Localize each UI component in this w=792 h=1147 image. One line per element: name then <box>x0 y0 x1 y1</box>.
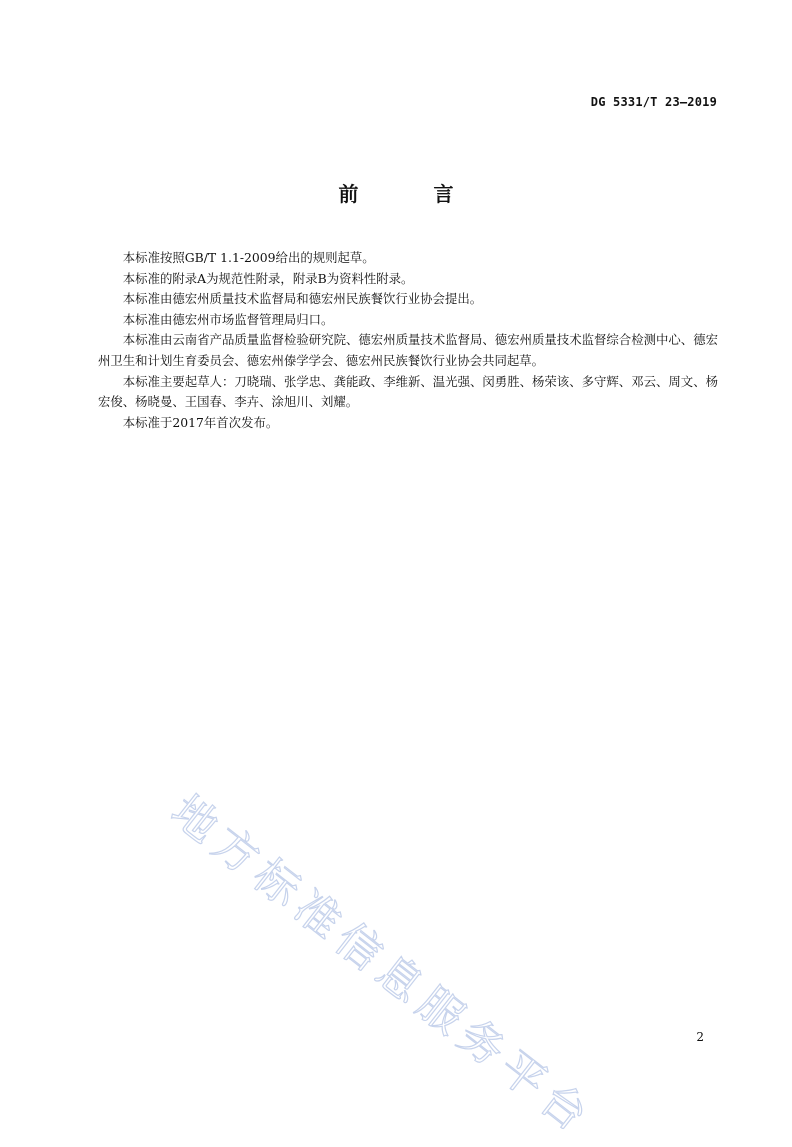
paragraph-proposer: 本标准由德宏州质量技术监督局和德宏州民族餐饮行业协会提出。 <box>122 291 483 307</box>
paragraph-centralized-unit: 本标准由德宏州市场监督管理局归口。 <box>122 311 334 327</box>
standard-code: DG 5331/T 23—2019 <box>590 95 717 109</box>
foreword-body <box>98 248 718 433</box>
paragraph-drafters: 本标准主要起草人：刀晓瑞、张学忠、龚能政、李维新、温光强、闵勇胜、杨荣该、多守辉、邓云、周文、杨宏俊、杨晓曼、王国春、李卉、涂旭川、刘耀。 <box>98 373 718 410</box>
paragraph-drafting-rules: 本标准按照GB/T 1.1-2009给出的规则起草。 <box>122 250 375 265</box>
paragraph-first-release: 本标准于2017年首次发布。 <box>122 414 279 430</box>
section-title: 前 言 <box>338 182 488 206</box>
watermark-text: 地方标准信息服务平台 <box>161 785 603 1146</box>
paragraph-drafting-units: 本标准由云南省产品质量监督检验研究院、德宏州质量技术监督局、德宏州质量技术监督综合检测中心、德宏州卫生和计划生育委员会、德宏州傣学学会、德宏州民族餐饮行业协会共同起草。 <box>98 332 718 368</box>
paragraph-appendix: 本标准的附录A为规范性附录，附录B为资料性附录。 <box>122 270 414 286</box>
page-number: 2 <box>696 1030 704 1044</box>
